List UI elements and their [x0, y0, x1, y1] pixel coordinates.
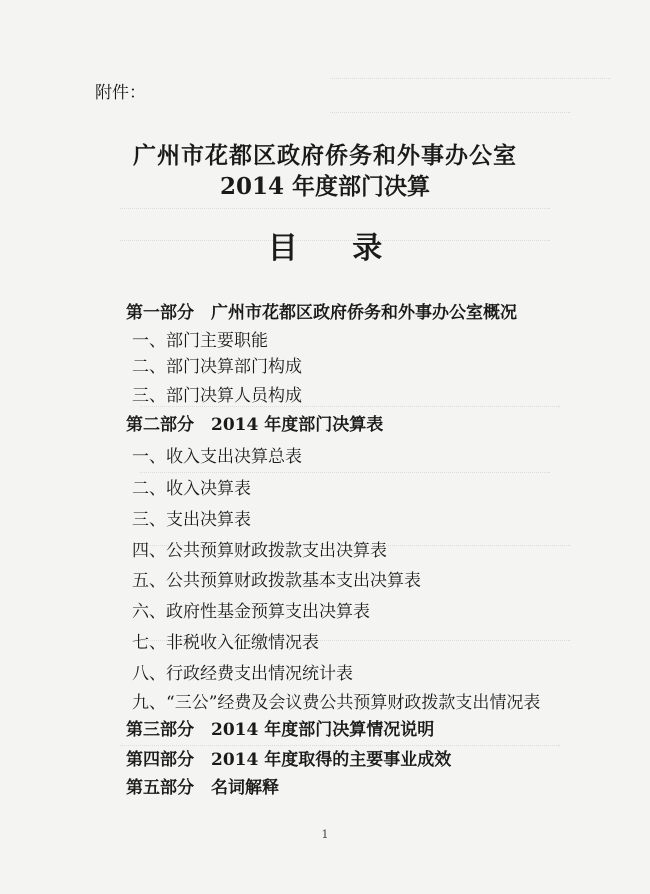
attachment-label: 附件： [95, 83, 146, 103]
toc-item: 三、支出决算表 [132, 510, 251, 530]
toc-part-heading: 第三部分 2014 年度部门决算情况说明 [126, 720, 435, 740]
toc-item: 七、非税收入征缴情况表 [132, 633, 319, 653]
toc-part-heading: 第二部分 2014 年度部门决算表 [126, 415, 384, 435]
toc-part-heading: 第四部分 2014 年度取得的主要事业成效 [126, 750, 452, 770]
document-title: 广州市花都区政府侨务和外事办公室 [133, 142, 517, 169]
toc-part-heading: 第一部分 广州市花都区政府侨务和外事办公室概况 [126, 303, 517, 323]
toc-item: 二、部门决算部门构成 [132, 357, 302, 377]
toc-item: 三、部门决算人员构成 [132, 386, 302, 406]
toc-item: 二、收入决算表 [132, 479, 251, 499]
toc-heading: 目 录 [267, 231, 405, 266]
toc-item: 八、行政经费支出情况统计表 [132, 664, 353, 684]
toc-item: 五、公共预算财政拨款基本支出决算表 [132, 571, 421, 591]
document-subtitle: 2014 年度部门决算 [219, 173, 431, 200]
toc-item: 一、收入支出决算总表 [132, 447, 302, 467]
toc-part-heading: 第五部分 名词解释 [126, 778, 279, 798]
toc-item: 九、“三公”经费及会议费公共预算财政拨款支出情况表 [132, 693, 541, 713]
toc-item: 一、部门主要职能 [132, 331, 268, 351]
toc-item: 四、公共预算财政拨款支出决算表 [132, 541, 387, 561]
page-number: 1 [321, 828, 329, 841]
toc-item: 六、政府性基金预算支出决算表 [132, 602, 370, 622]
